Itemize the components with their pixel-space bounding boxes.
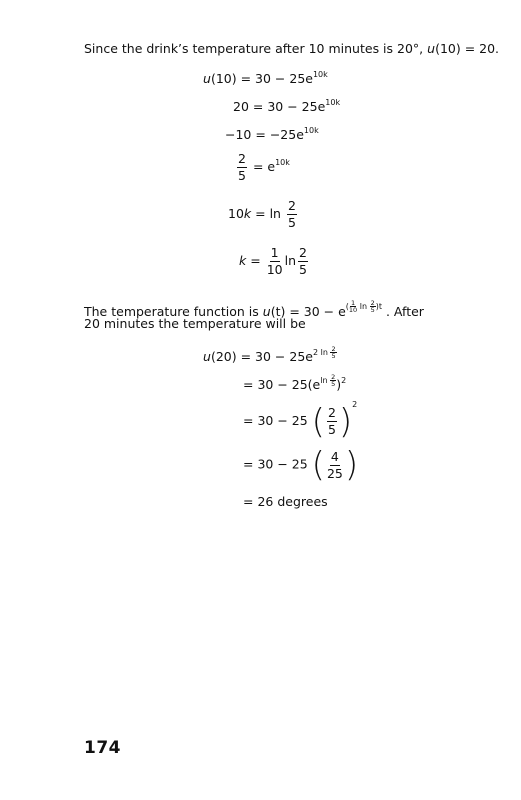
tf-u: u: [262, 304, 271, 319]
tf-post: . After: [382, 304, 424, 319]
result-line1-exp-text: 2 ln: [312, 348, 328, 357]
result-line2-exp: [320, 373, 336, 388]
intro-u: u: [427, 41, 436, 56]
result-line-1: [203, 346, 337, 364]
tf-exp-den-1: 10: [348, 306, 358, 314]
step5-lhs-var: k: [243, 206, 252, 221]
result-line4-den: 25: [326, 465, 343, 481]
result-line2-exp-num: 2: [331, 373, 336, 381]
result-line-4: [243, 445, 359, 485]
intro-condition: (10) = 20.: [435, 41, 500, 56]
step3-exponent: 10k: [303, 126, 319, 135]
step1-rhs: = 30 − 25e: [240, 71, 313, 86]
result-line1-exp-den: 5: [331, 352, 336, 360]
result-line4-fraction: [327, 450, 343, 481]
result-line1-exp-num: 2: [331, 345, 336, 353]
right-paren-glyph: ): [338, 401, 353, 442]
left-paren-glyph: (: [311, 401, 325, 442]
step5-fraction: [287, 199, 297, 230]
equation-step-6: [239, 246, 310, 277]
step6-numerator-2: 2: [299, 245, 307, 260]
step5-numerator: 2: [287, 198, 296, 213]
tf-pre: The temperature function is: [84, 304, 263, 319]
result-line-3: [243, 400, 358, 442]
result-line-2: [243, 374, 346, 392]
step4-exponent: 10k: [275, 158, 290, 167]
tf-mid: = 30 − e: [285, 304, 346, 319]
step6-fraction-2: [298, 246, 308, 277]
result-lhs-var: u: [203, 349, 211, 364]
result-line3-den: 5: [327, 422, 336, 437]
result-lhs: (20): [210, 349, 237, 364]
result-line3-paren-group: [311, 401, 353, 442]
step2-lhs: 20: [233, 99, 249, 114]
step1-lhs: (10): [210, 71, 237, 86]
result-line2-pow: 2: [341, 376, 347, 385]
equation-step-4: [235, 152, 290, 183]
intro-text: Since the drink’s temperature after 10 minutes is 20°,: [84, 41, 428, 56]
tf-exp-ln: ln: [357, 302, 370, 311]
step6-denominator-1: 10: [266, 262, 283, 277]
result-line3-pow: 2: [352, 400, 358, 409]
step6-equals: =: [250, 253, 261, 268]
equation-step-3: [225, 126, 319, 142]
step5-rhs: = ln: [255, 206, 281, 221]
step6-lhs-var: k: [239, 253, 247, 268]
result-line-5: = 26 degrees: [243, 494, 328, 509]
tf-exp-close: )t: [375, 302, 382, 311]
result-line3-fraction: [327, 406, 337, 437]
result-line4-rhs: = 30 − 25: [243, 456, 308, 472]
step2-exponent: 10k: [325, 98, 341, 107]
step1-exponent: 10k: [312, 70, 328, 79]
right-paren-glyph: ): [344, 445, 359, 485]
step1-lhs-var: u: [203, 71, 211, 86]
result-line4-num: 4: [330, 448, 339, 464]
equation-step-2: [233, 98, 340, 114]
result-line1-rhs: = 30 − 25e: [240, 349, 313, 364]
step4-fraction: [237, 152, 247, 183]
step4-rhs: = e: [252, 159, 276, 174]
result-line2-close: ): [336, 377, 342, 392]
step3-rhs: = −25e: [255, 127, 304, 142]
step6-numerator-1: 1: [270, 245, 279, 260]
tf-arg: (t): [270, 304, 286, 319]
step2-rhs: = 30 − 25e: [252, 99, 326, 114]
step3-lhs: −10: [225, 127, 252, 142]
step6-fraction-1: [267, 246, 283, 277]
step6-ln: ln: [284, 253, 297, 268]
step4-numerator: 2: [238, 151, 246, 166]
result-line2-exp-text: ln: [320, 376, 328, 385]
result-line1-exp-frac: [330, 346, 336, 359]
tf-exp-den-2: 5: [370, 306, 375, 314]
equation-step-5: [228, 199, 299, 230]
tf-exp-num-2: 2: [370, 299, 375, 307]
step5-lhs: 10: [228, 206, 244, 221]
tf-exp-num-1: 1: [350, 299, 356, 307]
result-line4-paren-group: [311, 445, 359, 485]
result-line2-rhs: = 30 − 25(e: [243, 377, 321, 392]
tf-exp-frac-1: [349, 300, 357, 313]
result-line3-num: 2: [327, 405, 336, 420]
result-line1-exp: [312, 345, 337, 360]
intro-sentence: [84, 40, 499, 57]
step4-denominator: 5: [238, 168, 246, 183]
result-line2-exp-den: 5: [331, 380, 336, 388]
equation-step-1: [203, 70, 328, 86]
result-line3-rhs: = 30 − 25: [243, 413, 308, 428]
page-number: 174: [84, 738, 121, 758]
temperature-function-line-2: 20 minutes the temperature will be: [84, 316, 306, 331]
step5-denominator: 5: [287, 215, 296, 230]
tf-exponent: [345, 299, 382, 314]
tf-exp-open: (: [345, 302, 349, 311]
left-paren-glyph: (: [311, 445, 325, 485]
step6-denominator-2: 5: [299, 262, 307, 277]
